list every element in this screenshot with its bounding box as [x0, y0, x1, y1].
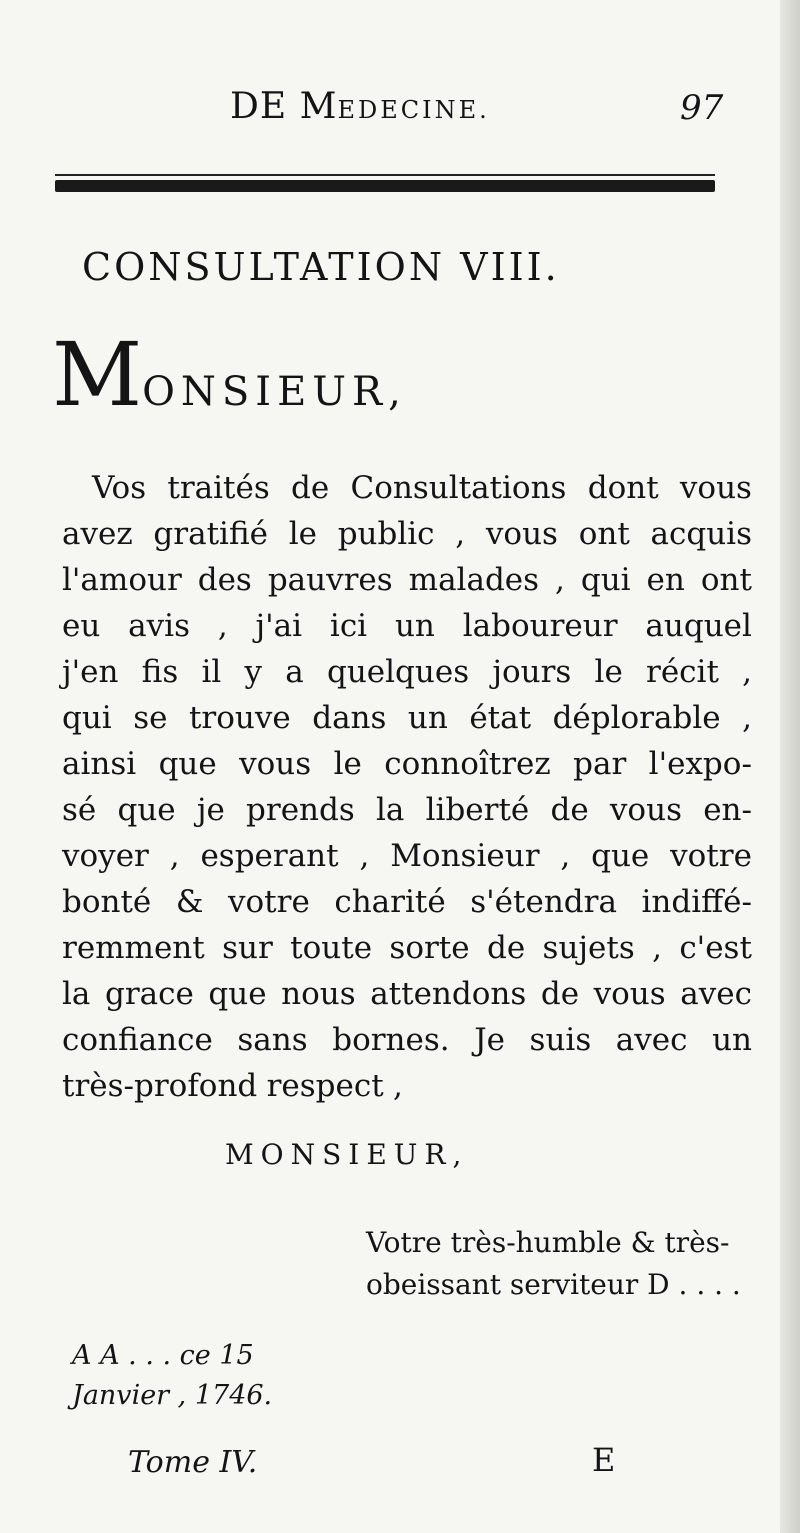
text-line: avez gratifié le public , vous ont acquis [62, 516, 752, 552]
text-line: remment sur toute sorte de sujets , c'est [62, 930, 752, 966]
running-head [0, 86, 800, 126]
text-line: voyer , esperant , Monsieur , que votre [62, 838, 752, 874]
text-line: j'en fis il y a quelques jours le récit , [62, 654, 752, 690]
signature-block [366, 1222, 766, 1306]
closing-salutation: MONSIEUR, [225, 1138, 469, 1171]
signature-line: obeissant serviteur D . . . . [366, 1268, 741, 1301]
rule-thick-line [55, 180, 715, 192]
text-line: l'amour des pauvres malades , qui en ont [62, 562, 752, 598]
footer-volume: Tome IV. [128, 1445, 258, 1480]
running-title-rest: EDECINE. [337, 96, 490, 124]
salutation [52, 323, 407, 426]
text-line: Vos traités de Consultations dont vous [92, 470, 752, 506]
text-line: bonté & votre charité s'étendra indiffé- [62, 884, 752, 920]
section-title: CONSULTATION VIII. [82, 245, 560, 289]
text-line: confiance sans bornes. Je suis avec un [62, 1022, 752, 1058]
footer-signature-mark: E [592, 1441, 616, 1479]
page-edge-shadow [780, 0, 800, 1533]
dateline-date: Janvier , 1746. [72, 1380, 273, 1411]
dropcap: M [52, 323, 143, 426]
dateline [72, 1336, 272, 1416]
header-rule [55, 174, 715, 192]
letter-body [62, 465, 752, 1109]
signature-line: Votre très-humble & très- [366, 1226, 730, 1259]
text-line: eu avis , j'ai ici un laboureur auquel [62, 608, 752, 644]
page-number: 97 [680, 88, 724, 128]
text-line: très-profond respect , [62, 1068, 403, 1104]
salutation-rest: ONSIEUR, [142, 369, 407, 415]
text-line: la grace que nous attendons de vous avec [62, 976, 752, 1012]
text-line: sé que je prends la liberté de vous en- [62, 792, 752, 828]
running-title [230, 86, 490, 127]
text-line: ainsi que vous le connoîtrez par l'expo- [62, 746, 752, 782]
dateline-place: A A . . . ce 15 [72, 1340, 254, 1371]
text-line: qui se trouve dans un état déplorable , [62, 700, 752, 736]
rule-thin-line [55, 174, 715, 176]
running-title-prefix: DE M [230, 86, 338, 127]
